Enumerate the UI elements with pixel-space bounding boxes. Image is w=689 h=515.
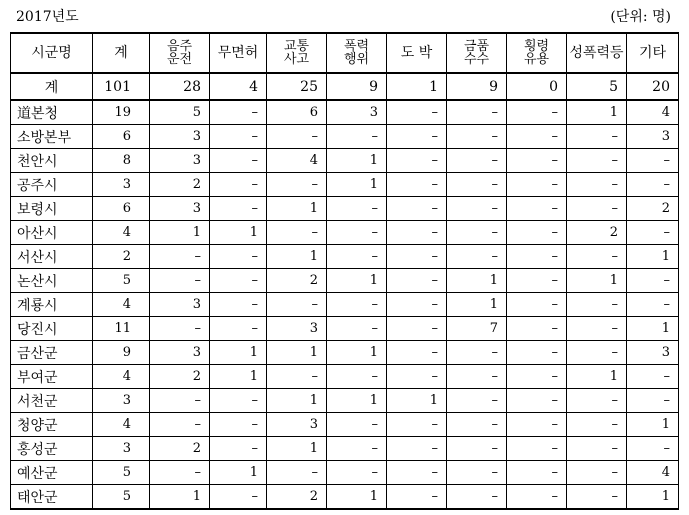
- table-row: [11, 365, 679, 389]
- table-cell: –: [387, 317, 447, 341]
- table-cell: –: [210, 389, 267, 413]
- region-name-cell: 서천군: [11, 389, 93, 413]
- table-cell: –: [210, 437, 267, 461]
- region-name-cell: 천안시: [11, 149, 93, 173]
- table-cell: 1: [327, 389, 387, 413]
- table-cell: 5: [150, 100, 210, 125]
- table-cell: 11: [93, 317, 150, 341]
- table-cell: –: [567, 389, 627, 413]
- region-name-cell: 논산시: [11, 269, 93, 293]
- region-name-cell: 청양군: [11, 413, 93, 437]
- total-cell: 0: [507, 73, 567, 100]
- table-cell: 1: [150, 221, 210, 245]
- column-header: [567, 33, 627, 73]
- table-cell: –: [387, 485, 447, 510]
- table-cell: –: [387, 149, 447, 173]
- table-cell: 2: [150, 437, 210, 461]
- unit-caption: (단위: 명): [610, 9, 671, 25]
- table-cell: –: [447, 221, 507, 245]
- region-name-cell: 부여군: [11, 365, 93, 389]
- table-cell: –: [267, 461, 327, 485]
- column-header-text: 기타: [638, 44, 667, 61]
- table-cell: –: [210, 100, 267, 125]
- table-row: [11, 437, 679, 461]
- total-cell: 101: [93, 73, 150, 100]
- table-cell: –: [210, 173, 267, 197]
- table-cell: –: [387, 100, 447, 125]
- table-cell: –: [387, 365, 447, 389]
- total-cell: 20: [627, 73, 679, 100]
- table-cell: –: [210, 293, 267, 317]
- table-cell: 1: [627, 317, 679, 341]
- region-name-cell: 보령시: [11, 197, 93, 221]
- column-header-text: 행위: [343, 52, 370, 67]
- table-row: [11, 221, 679, 245]
- year-caption: 2017년도: [16, 9, 79, 25]
- table-cell: –: [627, 221, 679, 245]
- table-row: [11, 461, 679, 485]
- column-header: [93, 33, 150, 73]
- table-cell: –: [387, 293, 447, 317]
- column-header-text: 계: [114, 44, 128, 61]
- column-header-text: 무면허: [217, 44, 259, 61]
- table-cell: –: [327, 317, 387, 341]
- table-cell: 8: [93, 149, 150, 173]
- table-cell: –: [627, 149, 679, 173]
- column-header-text: 금품: [463, 39, 490, 54]
- total-cell: 25: [267, 73, 327, 100]
- total-cell: 1: [387, 73, 447, 100]
- region-name-cell: 홍성군: [11, 437, 93, 461]
- table-cell: 6: [267, 100, 327, 125]
- table-cell: 3: [93, 389, 150, 413]
- table-cell: –: [507, 389, 567, 413]
- table-cell: –: [507, 437, 567, 461]
- table-row: [11, 173, 679, 197]
- region-name-cell: 道본청: [11, 100, 93, 125]
- table-cell: –: [387, 221, 447, 245]
- table-cell: –: [627, 173, 679, 197]
- table-cell: –: [387, 173, 447, 197]
- table-cell: 4: [93, 221, 150, 245]
- table-cell: –: [447, 341, 507, 365]
- table-cell: –: [210, 317, 267, 341]
- table-cell: –: [567, 293, 627, 317]
- table-cell: –: [267, 173, 327, 197]
- table-cell: –: [210, 485, 267, 510]
- table-row: [11, 413, 679, 437]
- table-cell: 1: [627, 245, 679, 269]
- table-cell: –: [210, 413, 267, 437]
- region-name-cell: 태안군: [11, 485, 93, 510]
- column-header-text: 폭력: [343, 39, 370, 54]
- table-cell: –: [507, 485, 567, 510]
- table-cell: –: [507, 269, 567, 293]
- table-cell: 1: [567, 269, 627, 293]
- table-cell: –: [507, 125, 567, 149]
- table-cell: –: [327, 245, 387, 269]
- table-cell: 1: [210, 365, 267, 389]
- column-header: [210, 33, 267, 73]
- table-cell: –: [267, 365, 327, 389]
- table-cell: 3: [627, 341, 679, 365]
- table-cell: 6: [93, 197, 150, 221]
- table-row: [11, 125, 679, 149]
- region-name-cell: 계룡시: [11, 293, 93, 317]
- statistics-table: [10, 32, 679, 510]
- table-cell: –: [447, 149, 507, 173]
- table-cell: –: [507, 245, 567, 269]
- table-cell: –: [387, 197, 447, 221]
- column-header-text: 사고: [283, 52, 310, 67]
- column-header-text: 시군명: [31, 44, 72, 61]
- table-cell: 1: [267, 245, 327, 269]
- table-cell: –: [267, 221, 327, 245]
- table-cell: 2: [93, 245, 150, 269]
- table-cell: –: [567, 173, 627, 197]
- table-cell: 3: [267, 413, 327, 437]
- column-header: [267, 33, 327, 73]
- table-header-row: [11, 33, 679, 73]
- table-cell: –: [447, 173, 507, 197]
- table-cell: 3: [150, 293, 210, 317]
- table-cell: 5: [93, 461, 150, 485]
- column-header: [627, 33, 679, 73]
- table-cell: 1: [210, 461, 267, 485]
- table-cell: 1: [327, 173, 387, 197]
- column-header: [327, 33, 387, 73]
- total-label: 계: [11, 73, 93, 100]
- table-cell: 4: [267, 149, 327, 173]
- table-cell: 7: [447, 317, 507, 341]
- table-cell: –: [327, 221, 387, 245]
- region-name-cell: 소방본부: [11, 125, 93, 149]
- table-cell: 1: [327, 341, 387, 365]
- table-cell: 1: [627, 413, 679, 437]
- table-cell: –: [327, 437, 387, 461]
- table-cell: –: [150, 461, 210, 485]
- table-cell: –: [567, 317, 627, 341]
- total-row: [11, 73, 679, 100]
- table-cell: 19: [93, 100, 150, 125]
- table-cell: 1: [150, 485, 210, 510]
- table-cell: 1: [627, 485, 679, 510]
- region-name-cell: 당진시: [11, 317, 93, 341]
- table-cell: 1: [567, 100, 627, 125]
- total-cell: 4: [210, 73, 267, 100]
- table-cell: –: [150, 317, 210, 341]
- column-header: [11, 33, 93, 73]
- table-row: [11, 100, 679, 125]
- table-cell: –: [210, 149, 267, 173]
- table-cell: –: [567, 341, 627, 365]
- table-cell: –: [387, 413, 447, 437]
- table-row: [11, 149, 679, 173]
- table-cell: –: [507, 461, 567, 485]
- table-row: [11, 245, 679, 269]
- table-cell: –: [267, 293, 327, 317]
- table-cell: –: [447, 365, 507, 389]
- region-name-cell: 서산시: [11, 245, 93, 269]
- table-cell: 3: [267, 317, 327, 341]
- table-cell: 2: [267, 485, 327, 510]
- table-cell: –: [567, 245, 627, 269]
- table-cell: –: [447, 413, 507, 437]
- table-row: [11, 317, 679, 341]
- table-cell: –: [447, 461, 507, 485]
- table-cell: –: [387, 245, 447, 269]
- table-cell: –: [327, 461, 387, 485]
- table-cell: 1: [210, 341, 267, 365]
- table-cell: 3: [150, 197, 210, 221]
- table-cell: –: [387, 437, 447, 461]
- table-row: [11, 269, 679, 293]
- table-cell: –: [507, 221, 567, 245]
- total-cell: 9: [327, 73, 387, 100]
- table-cell: 4: [93, 293, 150, 317]
- table-cell: –: [387, 269, 447, 293]
- total-cell: 28: [150, 73, 210, 100]
- table-cell: 4: [627, 100, 679, 125]
- table-cell: –: [447, 485, 507, 510]
- table-cell: –: [507, 365, 567, 389]
- table-cell: 4: [93, 413, 150, 437]
- column-header-text: 교통: [283, 39, 310, 54]
- table-cell: –: [210, 269, 267, 293]
- table-cell: 1: [327, 485, 387, 510]
- table-cell: –: [507, 341, 567, 365]
- table-cell: –: [627, 269, 679, 293]
- table-cell: –: [150, 269, 210, 293]
- column-header: [447, 33, 507, 73]
- column-header-text: 성폭력등: [569, 44, 624, 61]
- table-cell: –: [150, 389, 210, 413]
- table-cell: –: [567, 461, 627, 485]
- table-cell: –: [447, 245, 507, 269]
- table-cell: –: [210, 245, 267, 269]
- table-cell: 1: [267, 341, 327, 365]
- table-cell: –: [567, 149, 627, 173]
- table-row: [11, 341, 679, 365]
- table-cell: –: [507, 173, 567, 197]
- table-cell: –: [387, 125, 447, 149]
- table-cell: –: [507, 293, 567, 317]
- table-cell: –: [210, 125, 267, 149]
- column-header: [150, 33, 210, 73]
- table-row: [11, 293, 679, 317]
- table-row: [11, 389, 679, 413]
- table-cell: –: [567, 437, 627, 461]
- column-header-text: 음주: [166, 39, 193, 54]
- column-header-text: 유용: [523, 52, 550, 67]
- table-cell: 1: [447, 269, 507, 293]
- table-cell: –: [627, 389, 679, 413]
- table-cell: 1: [567, 365, 627, 389]
- table-cell: 1: [387, 389, 447, 413]
- table-cell: –: [327, 125, 387, 149]
- table-cell: –: [447, 197, 507, 221]
- region-name-cell: 금산군: [11, 341, 93, 365]
- table-cell: –: [627, 437, 679, 461]
- column-header-text: 운전: [166, 52, 193, 67]
- table-cell: 2: [627, 197, 679, 221]
- table-cell: –: [210, 197, 267, 221]
- table-cell: 2: [150, 365, 210, 389]
- table-cell: –: [447, 389, 507, 413]
- table-cell: 2: [267, 269, 327, 293]
- table-cell: –: [507, 413, 567, 437]
- table-cell: –: [567, 485, 627, 510]
- table-cell: –: [387, 461, 447, 485]
- table-cell: 5: [93, 485, 150, 510]
- table-cell: 6: [93, 125, 150, 149]
- table-row: [11, 485, 679, 510]
- table-cell: 4: [627, 461, 679, 485]
- table-cell: 1: [447, 293, 507, 317]
- table-cell: –: [447, 100, 507, 125]
- region-name-cell: 공주시: [11, 173, 93, 197]
- table-cell: 3: [627, 125, 679, 149]
- table-cell: –: [447, 437, 507, 461]
- table-cell: 1: [267, 389, 327, 413]
- table-cell: –: [387, 341, 447, 365]
- table-cell: 2: [150, 173, 210, 197]
- table-cell: –: [327, 197, 387, 221]
- region-name-cell: 예산군: [11, 461, 93, 485]
- table-body: [11, 73, 679, 509]
- table-cell: 3: [93, 173, 150, 197]
- table-cell: –: [327, 365, 387, 389]
- table-cell: –: [627, 365, 679, 389]
- table-cell: –: [447, 125, 507, 149]
- table-cell: –: [150, 413, 210, 437]
- table-cell: –: [567, 197, 627, 221]
- region-name-cell: 아산시: [11, 221, 93, 245]
- table-cell: –: [567, 413, 627, 437]
- column-header-text: 횡령: [523, 39, 550, 54]
- table-cell: 3: [150, 125, 210, 149]
- table-cell: –: [627, 293, 679, 317]
- table-cell: 1: [327, 269, 387, 293]
- table-cell: 1: [267, 437, 327, 461]
- table-cell: 3: [93, 437, 150, 461]
- table-cell: 4: [93, 365, 150, 389]
- column-header-text: 수수: [463, 52, 490, 67]
- table-cell: –: [507, 317, 567, 341]
- table-cell: –: [507, 100, 567, 125]
- table-cell: –: [567, 125, 627, 149]
- table-cell: –: [327, 413, 387, 437]
- column-header: [387, 33, 447, 73]
- table-cell: 5: [93, 269, 150, 293]
- table-cell: 3: [150, 149, 210, 173]
- table-cell: 3: [327, 100, 387, 125]
- table-cell: –: [507, 149, 567, 173]
- total-cell: 5: [567, 73, 627, 100]
- table-cell: –: [507, 197, 567, 221]
- table-cell: 3: [150, 341, 210, 365]
- table-row: [11, 197, 679, 221]
- column-header: [507, 33, 567, 73]
- column-header-text: 도 박: [400, 44, 433, 61]
- total-cell: 9: [447, 73, 507, 100]
- table-cell: –: [327, 293, 387, 317]
- table-cell: 2: [567, 221, 627, 245]
- table-cell: 1: [267, 197, 327, 221]
- table-cell: –: [267, 125, 327, 149]
- table-cell: 1: [327, 149, 387, 173]
- table-cell: –: [150, 245, 210, 269]
- table-cell: 9: [93, 341, 150, 365]
- table-cell: 1: [210, 221, 267, 245]
